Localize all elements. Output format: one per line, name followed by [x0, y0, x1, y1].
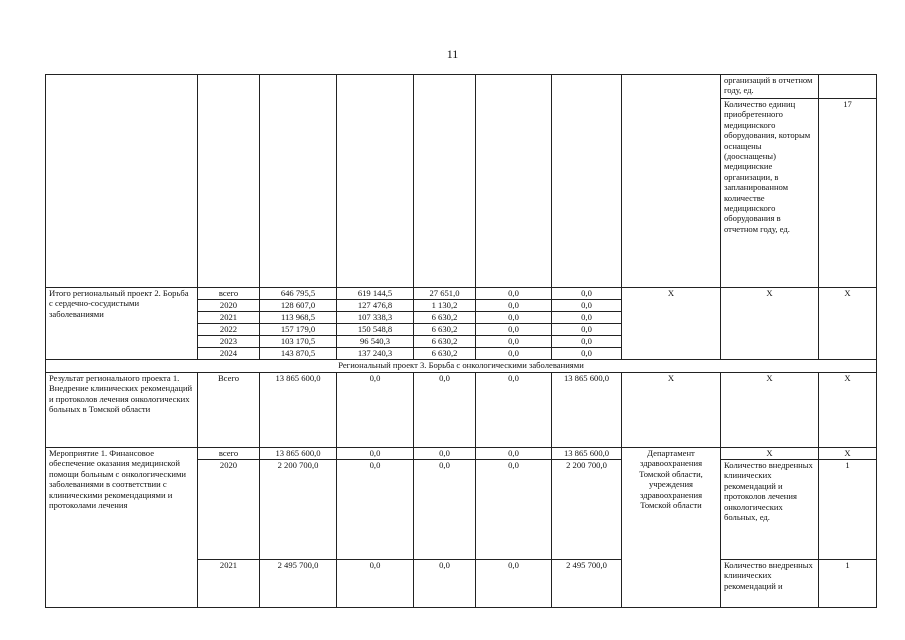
table-row: 2020 128 607,0 127 476,8 1 130,2 0,0 0,0: [46, 300, 877, 312]
page-number: 11: [446, 47, 459, 61]
indicator-value: 1: [819, 460, 877, 560]
x-mark: X: [721, 448, 819, 460]
x-mark: X: [721, 373, 819, 448]
indicator-text: организаций в отчетном году, ед.: [721, 75, 819, 99]
table-row: 2023 103 170,5 96 540,3 6 630,2 0,0 0,0: [46, 336, 877, 348]
table-row: 2021 113 968,5 107 338,3 6 630,2 0,0 0,0: [46, 312, 877, 324]
table-row: [46, 360, 877, 373]
indicator-text: Количество внедренных клинических рекомендаций и: [721, 560, 819, 608]
x-mark: X: [819, 373, 877, 448]
indicator-text: Количество внедренных клинических рекомендаций и протоколов лечения онкологических больных, ед.: [721, 460, 819, 560]
indicator-value: 1: [819, 560, 877, 608]
executor-cell: Департамент здравоохранения Томской области, учреждения здравоохранения Томской области: [622, 448, 721, 608]
table-row: 2020 2 200 700,0 0,0 0,0 0,0 2 200 700,0 Количество внедренных клинических рекомендаций и протоколов лечения онкологических больных, ед. 1: [46, 460, 877, 560]
table-row: Итого региональный проект 2. Борьба с сердечно-сосудистыми заболеваниями всего 646 795,5 619 144,5 27 651,0 0,0 0,0 X X X: [46, 288, 877, 300]
program-table: [45, 74, 877, 608]
project-label: Итого региональный проект 2. Борьба с сердечно-сосудистыми заболеваниями: [46, 288, 198, 360]
indicator-value: 17: [819, 99, 877, 288]
table-row: 2021 2 495 700,0 0,0 0,0 0,0 2 495 700,0 Количество внедренных клинических рекомендаций и 1: [46, 560, 877, 608]
table-row: 2022 157 179,0 150 548,8 6 630,2 0,0 0,0: [46, 324, 877, 336]
x-mark: X: [721, 288, 819, 360]
table-row: Мероприятие 1. Финансовое обеспечение оказания медицинской помощи больным с онкологическими заболеваниями в соответствии с клиническими рекомендациями и протоколами лечения всего 13 865 600,0 0,0 0,0 0,0 13 865 600,0 Департамент здравоохранения Томской области, учреждения здравоохранения Томской области X X: [46, 448, 877, 460]
table-row: [46, 75, 877, 99]
event-label: Мероприятие 1. Финансовое обеспечение оказания медицинской помощи больным с онкологическими заболеваниями в соответствии с клиническими рекомендациями и протоколами лечения: [46, 448, 198, 608]
x-mark: X: [622, 288, 721, 360]
x-mark: X: [819, 288, 877, 360]
section-header: Региональный проект 3. Борьба с онкологическими заболеваниями: [46, 360, 877, 373]
table-row: Результат регионального проекта 1. Внедрение клинических рекомендаций и протоколов лечения онкологических больных в Томской области Всего 13 865 600,0 0,0 0,0 0,0 13 865 600,0 X X X: [46, 373, 877, 448]
x-mark: X: [622, 373, 721, 448]
indicator-text: Количество единиц приобретенного медицинского оборудования, которым оснащены (дооснащены) медицинские организации, в запланированном количестве медицинского оборудования в отчетном году, ед.: [721, 99, 819, 288]
x-mark: X: [819, 448, 877, 460]
result-label: Результат регионального проекта 1. Внедрение клинических рекомендаций и протоколов лечения онкологических больных в Томской области: [46, 373, 198, 448]
table-row: 2024 143 870,5 137 240,3 6 630,2 0,0 0,0: [46, 348, 877, 360]
